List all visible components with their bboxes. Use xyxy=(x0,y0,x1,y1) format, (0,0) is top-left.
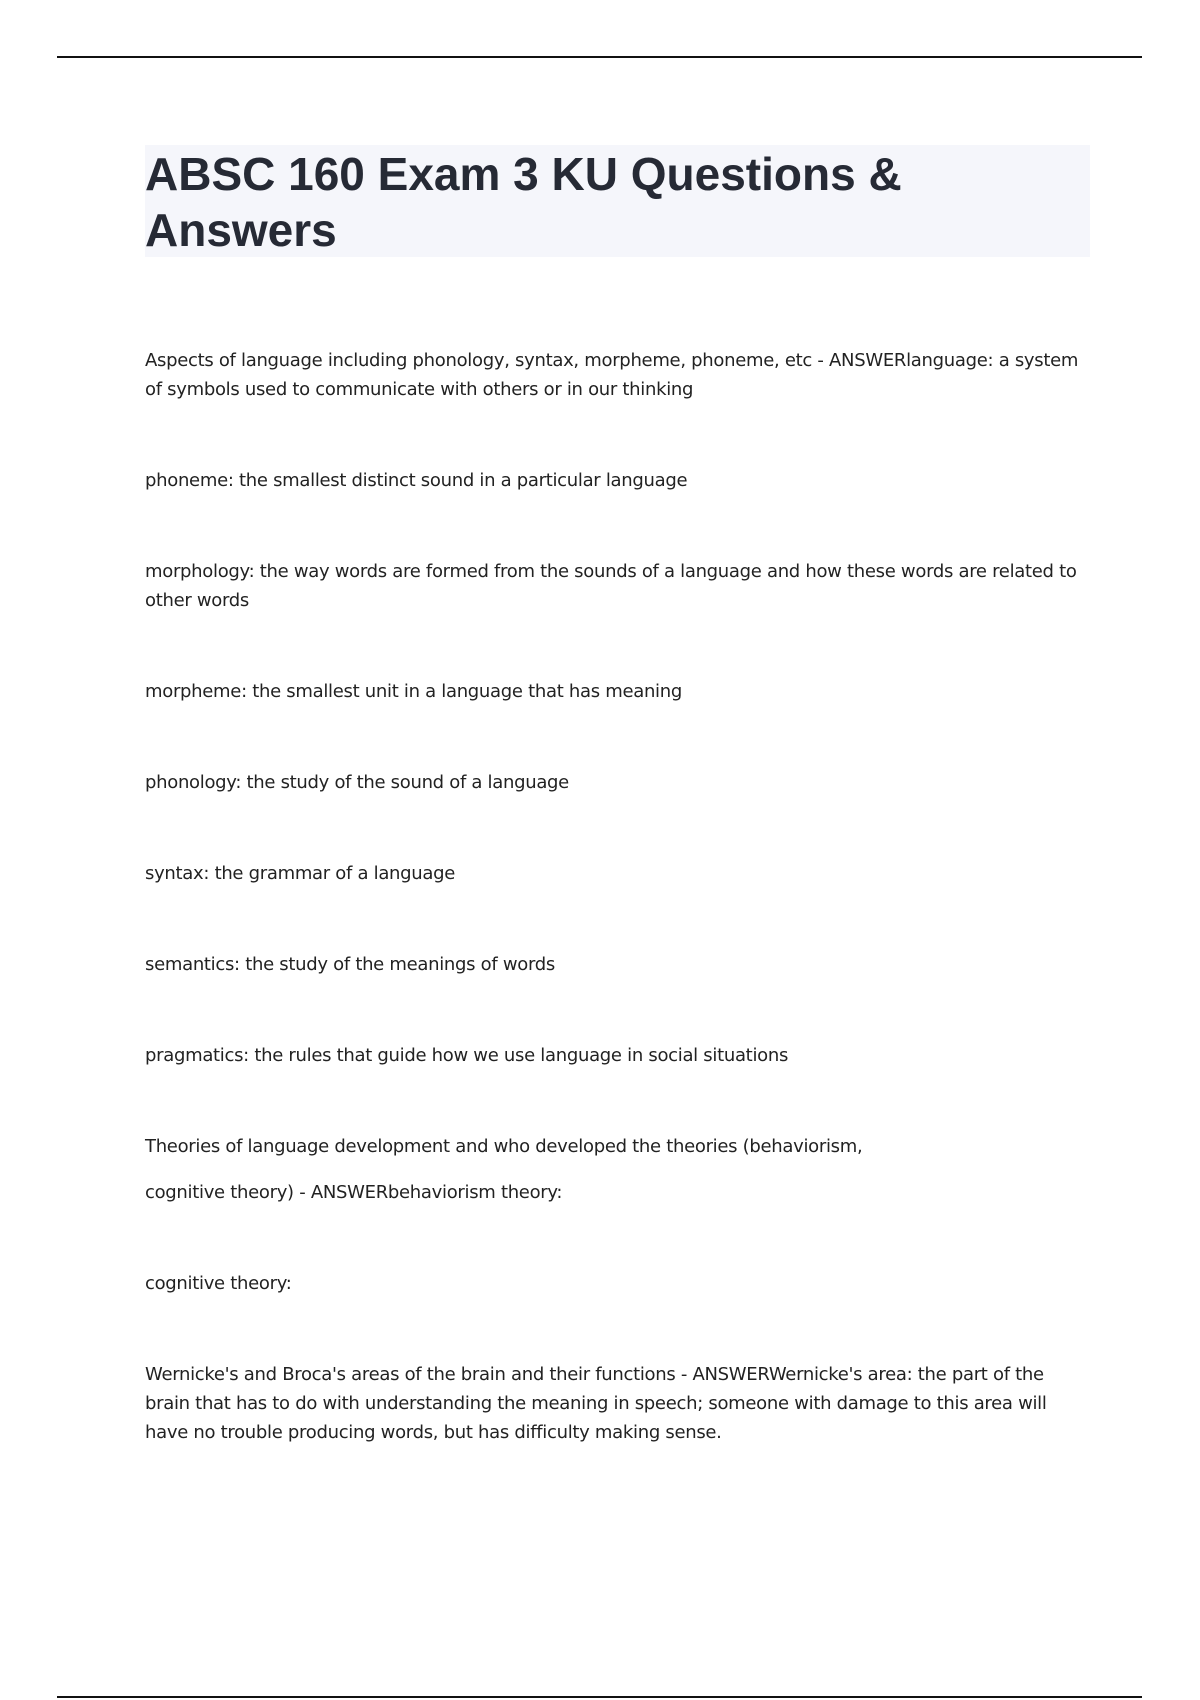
paragraph-phonology: phonology: the study of the sound of a language xyxy=(145,772,569,793)
paragraph-theories-line1: Theories of language development and who developed the theories (behaviorism, xyxy=(145,1136,863,1157)
paragraph-morphology: morphology: the way words are formed from the sounds of a language and how these words are related to other words xyxy=(145,561,1077,611)
paragraph-syntax: syntax: the grammar of a language xyxy=(145,863,456,884)
paragraph-morpheme: morpheme: the smallest unit in a language that has meaning xyxy=(145,681,682,702)
bottom-rule xyxy=(57,1696,1142,1698)
paragraph-semantics: semantics: the study of the meanings of words xyxy=(145,954,555,975)
document-body xyxy=(145,346,1090,1447)
paragraph-phoneme: phoneme: the smallest distinct sound in a particular language xyxy=(145,470,688,491)
paragraph-wernicke-broca: Wernicke's and Broca's areas of the brain and their functions - ANSWERWernicke's area: the part of the brain that has to do with understanding the meaning in speech; someone with damage to this area will have no trouble producing words, but has difficulty making sense. xyxy=(145,1364,1047,1443)
paragraph-theories-line2: cognitive theory) - ANSWERbehaviorism theory: xyxy=(145,1182,563,1203)
paragraph-pragmatics: pragmatics: the rules that guide how we use language in social situations xyxy=(145,1045,789,1066)
paragraph-cognitive-theory: cognitive theory: xyxy=(145,1273,292,1294)
paragraph-language: Aspects of language including phonology, syntax, morpheme, phoneme, etc - ANSWERlanguage: a system of symbols used to communicate with others or in our thinking xyxy=(145,350,1079,400)
page-title: ABSC 160 Exam 3 KU Questions & Answers xyxy=(145,148,902,256)
top-rule xyxy=(57,56,1142,58)
